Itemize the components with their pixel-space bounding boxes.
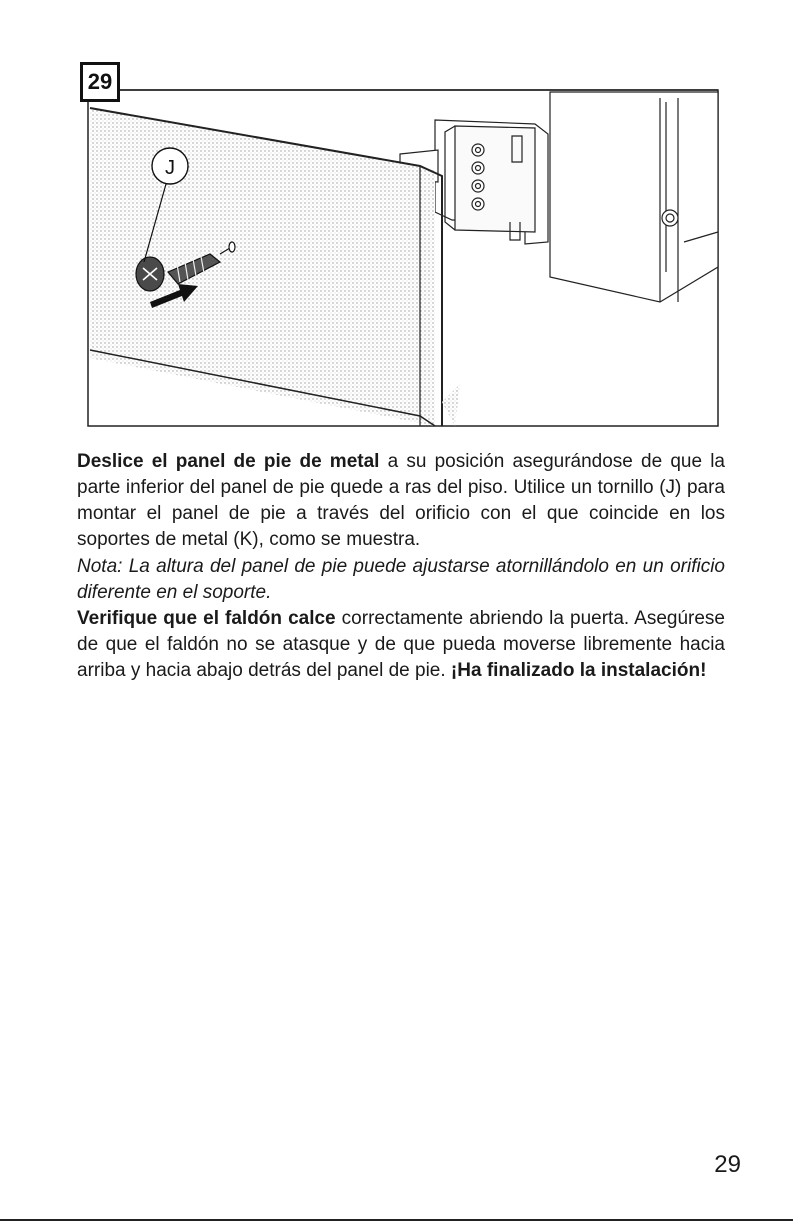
bottom-rule bbox=[0, 1219, 793, 1221]
instruction-body: a su posición asegurándose de que la parte inferior del panel de pie quede a ras del piso. Utilice un tornillo (J) para montar el panel de pie a través del orificio con el que coincide en los soportes de metal (K), como se muestra. bbox=[77, 451, 725, 550]
cabinet-side bbox=[550, 92, 718, 302]
instruction-paragraph bbox=[77, 449, 725, 553]
callout-j-label: J bbox=[165, 157, 175, 179]
note-paragraph: Nota: La altura del panel de pie puede ajustarse atornillándolo en un orificio diferente en el soporte. bbox=[77, 556, 725, 603]
completion-message: ¡Ha finalizado la instalación! bbox=[450, 660, 707, 681]
step-number-badge: 29 bbox=[80, 62, 120, 102]
verification-body: correctamente abriendo la puerta. Asegúrese de que el faldón no se atasque y de que pueda moverse libremente hacia arriba y hacia abajo detrás del panel de pie. bbox=[77, 608, 725, 681]
verification-paragraph bbox=[77, 606, 725, 684]
illustration-drawing bbox=[80, 62, 720, 428]
page-number: 29 bbox=[714, 1151, 741, 1178]
verification-bold-lead: Verifique que el faldón calce bbox=[77, 608, 336, 629]
instruction-bold-lead: Deslice el panel de pie de metal bbox=[77, 451, 380, 472]
installation-illustration bbox=[80, 62, 720, 428]
